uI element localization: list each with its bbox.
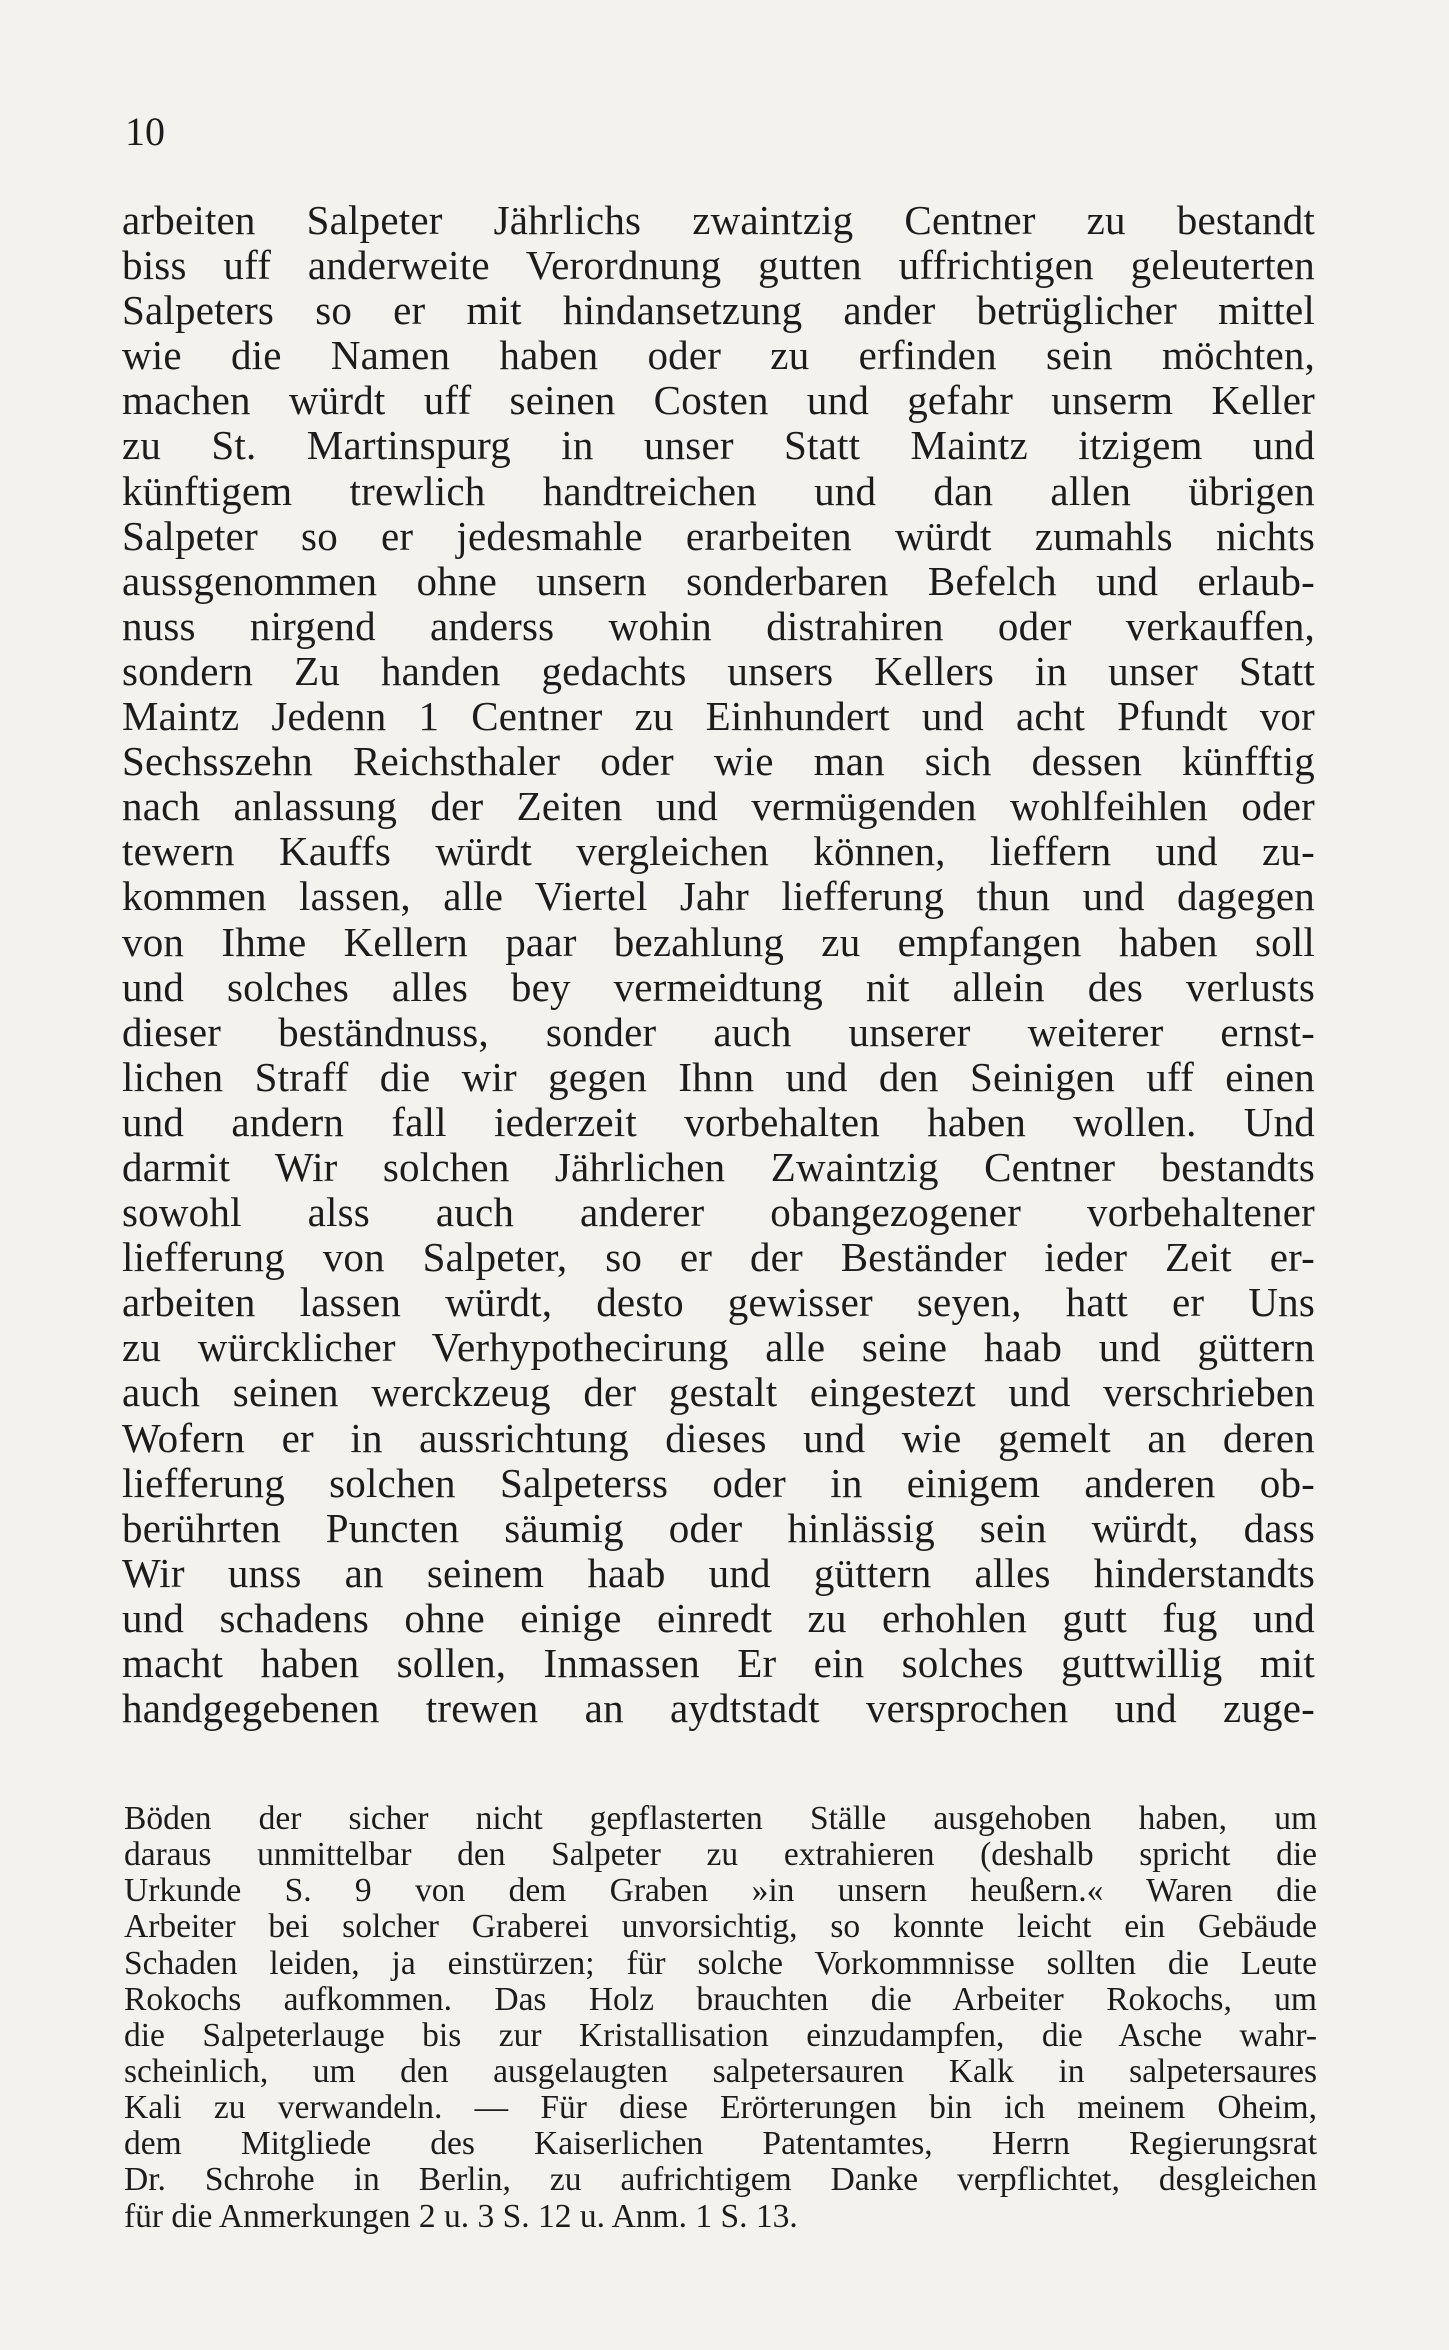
main-text-line: arbeiten lassen würdt, desto gewisser seyen, hatt er Uns	[122, 1279, 1315, 1326]
footnote-line: Dr. Schrohe in Berlin, zu aufrichtigem Danke verpflichtet, desgleichen	[124, 2161, 1317, 2199]
footnote-line: Böden der sicher nicht gepflasterten Ställe ausgehoben haben, um	[124, 1800, 1317, 1837]
main-text-line: Maintz Jedenn 1 Centner zu Einhundert und acht Pfundt vor	[122, 693, 1315, 740]
main-text-line: und andern fall iederzeit vorbehalten haben wollen. Und	[122, 1098, 1315, 1145]
main-text-line: nach anlassung der Zeiten und vermügenden wohlfeihlen oder	[122, 783, 1315, 830]
main-text-line: und solches alles bey vermeidtung nit allein des verlusts	[122, 963, 1315, 1010]
main-text-line: Sechsszehn Reichsthaler oder wie man sich dessen künfftig	[122, 738, 1315, 785]
main-text-line: lichen Straff die wir gegen Ihnn und den Seinigen uff einen	[122, 1053, 1315, 1100]
footnote-line: Rokochs aufkommen. Das Holz brauchten die Arbeiter Rokochs, um	[124, 1980, 1317, 2018]
main-text-line: sondern Zu handen gedachts unsers Kellers in unser Statt	[122, 647, 1315, 694]
footnote-line: Kali zu verwandeln. — Für diese Erörterungen bin ich meinem Oheim,	[124, 2089, 1317, 2127]
main-text-line: von Ihme Kellern paar bezahlung zu empfangen haben soll	[122, 918, 1315, 965]
main-text-line: und schadens ohne einige einredt zu erhohlen gutt fug und	[122, 1594, 1315, 1641]
main-text-line: Wofern er in aussrichtung dieses und wie gemelt an deren	[122, 1414, 1315, 1461]
main-text-line: dieser beständnuss, sonder auch unserer weiterer ernst-	[122, 1008, 1315, 1055]
main-text-line: zu würcklicher Verhypothecirung alle seine haab und güttern	[122, 1324, 1315, 1371]
main-text-line: sowohl alss auch anderer obangezogener vorbehaltener	[122, 1189, 1315, 1236]
main-text-line: handgegebenen trewen an aydtstadt versprochen und zuge-	[122, 1685, 1315, 1732]
footnote-line: Schaden leiden, ja einstürzen; für solche Vorkommnisse sollten die Leute	[124, 1944, 1317, 1982]
main-text-line: macht haben sollen, Inmassen Er ein solches guttwillig mit	[122, 1640, 1315, 1686]
main-text-line: biss uff anderweite Verordnung gutten uffrichtigen geleuterten	[122, 242, 1315, 289]
main-text-line: nuss nirgend anderss wohin distrahiren oder verkauffen,	[122, 602, 1315, 649]
footnote-block	[124, 1801, 1317, 2235]
footnote-line: Urkunde S. 9 von dem Graben »in unsern heußern.« Waren die	[124, 1872, 1317, 1910]
main-text-line: auch seinen werckzeug der gestalt eingestezt und verschrieben	[122, 1369, 1315, 1416]
main-text-block	[122, 198, 1315, 1731]
main-text-line: wie die Namen haben oder zu erfinden sein möchten,	[122, 332, 1315, 379]
page-number: 10	[125, 109, 165, 154]
main-text-line: aussgenommen ohne unsern sonderbaren Befelch und erlaub-	[122, 557, 1315, 604]
main-text-line: liefferung von Salpeter, so er der Beständer ieder Zeit er-	[122, 1234, 1315, 1281]
main-text-line: kommen lassen, alle Viertel Jahr liefferung thun und dagegen	[122, 873, 1315, 920]
footnote-line: daraus unmittelbar den Salpeter zu extrahieren (deshalb spricht die	[124, 1836, 1317, 1874]
footnote-line: dem Mitgliede des Kaiserlichen Patentamtes, Herrn Regierungsrat	[124, 2125, 1317, 2163]
main-text-line: Salpeters so er mit hindansetzung ander betrüglicher mittel	[122, 287, 1315, 334]
footnote-line: scheinlich, um den ausgelaugten salpetersauren Kalk in salpetersaures	[124, 2052, 1317, 2090]
main-text-line: Salpeter so er jedesmahle erarbeiten würdt zumahls nichts	[122, 512, 1315, 559]
main-text-line: zu St. Martinspurg in unser Statt Maintz itzigem und	[122, 422, 1315, 469]
footnote-line: für die Anmerkungen 2 u. 3 S. 12 u. Anm. 1 S. 13.	[124, 2197, 798, 2235]
main-text-line: arbeiten Salpeter Jährlichs zwaintzig Centner zu bestandt	[122, 197, 1315, 243]
footnote-line: Arbeiter bei solcher Graberei unvorsichtig, so konnte leicht ein Gebäude	[124, 1908, 1317, 1946]
main-text-line: darmit Wir solchen Jährlichen Zwaintzig Centner bestandts	[122, 1143, 1315, 1190]
main-text-line: Wir unss an seinem haab und güttern alles hinderstandts	[122, 1549, 1315, 1596]
main-text-line: liefferung solchen Salpeterss oder in einigem anderen ob-	[122, 1459, 1315, 1506]
main-text-line: tewern Kauffs würdt vergleichen können, lieffern und zu-	[122, 828, 1315, 875]
main-text-line: künftigem trewlich handtreichen und dan allen übrigen	[122, 467, 1315, 514]
main-text-line: machen würdt uff seinen Costen und gefahr unserm Keller	[122, 377, 1315, 424]
main-text-line: berührten Puncten säumig oder hinlässig sein würdt, dass	[122, 1504, 1315, 1551]
footnote-line: die Salpeterlauge bis zur Kristallisation einzudampfen, die Asche wahr-	[124, 2016, 1317, 2054]
